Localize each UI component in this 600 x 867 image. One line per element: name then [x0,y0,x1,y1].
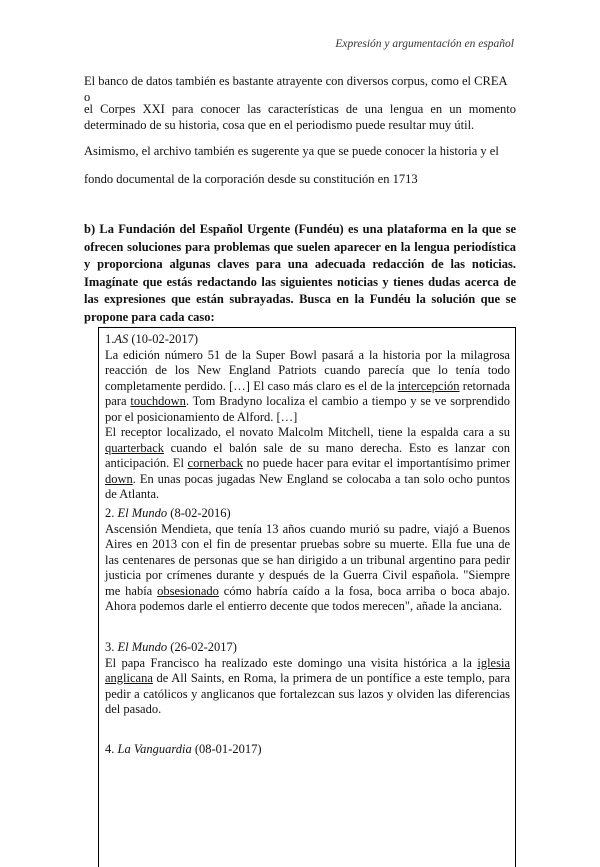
excerpt-4-source: La Vanguardia [117,742,192,756]
excerpt-1-body-b: El receptor localizado, el novato Malcolm Mitchell, tiene la espalda cara a su quarterback cuando el balón sale de su mano derecha. Esto es lanzar con anticipación. El cornerback no puede hacer para evitar el importantísimo primer down. En unas pocas jugadas New England se colocaba a tan solo ocho puntos de Atlanta. [105,425,510,501]
paragraph-crea: El banco de datos también es bastante atrayente con diversos corpus, como el CREA o [84,74,507,104]
underlined-term: quarterback [105,440,164,455]
excerpt-2-title: 2. El Mundo (8-02-2016) [105,506,231,520]
news-excerpts-box [98,327,516,867]
paragraph-corpes: el Corpes XXI para conocer las características de una lengua en un momento determinado de su historia, cosa que en el periodismo puede resultar muy útil. [84,102,516,132]
excerpt-1-title: 1.AS (10-02-2017) [105,332,199,346]
excerpt-3-body: El papa Francisco ha realizado este domingo una visita histórica a la iglesia anglicana de All Saints, en Roma, la primera de un pontífice a este templo, para pedir a católicos y anglicanos que fortalezcan sus lazos y olviden las diferencias del pasado. [105,655,510,716]
paragraph-fondo: fondo documental de la corporación desde su constitución en 1713 [84,172,418,186]
excerpt-3-title: 3. El Mundo (26-02-2017) [105,640,237,654]
task-instructions: b) La Fundación del Español Urgente (Fundéu) es una plataforma en la que se ofrecen soluciones para problemas que suelen aparecer en la lengua periodística y proporciona algunas claves para una adecuada redacción de las noticias. Imagínate que estás redactando las siguientes noticias y tienes dudas acerca de las expresiones que están subrayadas. Busca en la Fundéu la solución que se propone para cada caso: [84,222,516,324]
excerpt-1-body-a: La edición número 51 de la Super Bowl pasará a la historia por la milagrosa reacción de los New England Patriots cuando parecía que lo tenía todo completamente perdido. […] El caso más claro es el de la intercepción retornada para touchdown. Tom Bradyno localiza el cambio a tiempo y se ve sorprendido por el posicionamiento de Alford. […] [105,347,510,424]
excerpt-2-body: Ascensión Mendieta, que tenía 13 años cuando murió su padre, viajó a Buenos Aires en 2013 con el fin de presentar pruebas sobre su muerte. Ella fue una de las centenares de personas que se han dirigido a un tribunal argentino para pedir justicia por crímenes durante y después de la Guerra Civil española. "Siempre me había obsesionado cómo habría caído a la fosa, boca arriba o boca abajo. Ahora podemos darle el entierro decente que todos merecen", añade la anciana. [105,521,510,613]
excerpt-3 [105,640,510,718]
underlined-term: down [105,471,133,486]
underlined-term: touchdown [130,394,186,408]
running-header: Expresión y argumentación en español [335,38,514,50]
excerpt-3-source: El Mundo [117,640,168,654]
underlined-term: cornerback [187,456,244,470]
underlined-term: iglesia anglicana [105,655,510,685]
underlined-term: intercepción [397,378,460,393]
excerpt-2-source: El Mundo [117,506,168,520]
excerpt-1 [105,332,510,503]
excerpt-2 [105,506,510,615]
paragraph-archivo: Asimismo, el archivo también es sugerente ya que se puede conocer la historia y el [84,144,499,158]
excerpt-4 [105,742,510,758]
underlined-term: obsesionado [157,583,219,598]
excerpt-1-source: AS [114,332,129,346]
excerpt-4-title: 4. La Vanguardia (08-01-2017) [105,742,262,756]
